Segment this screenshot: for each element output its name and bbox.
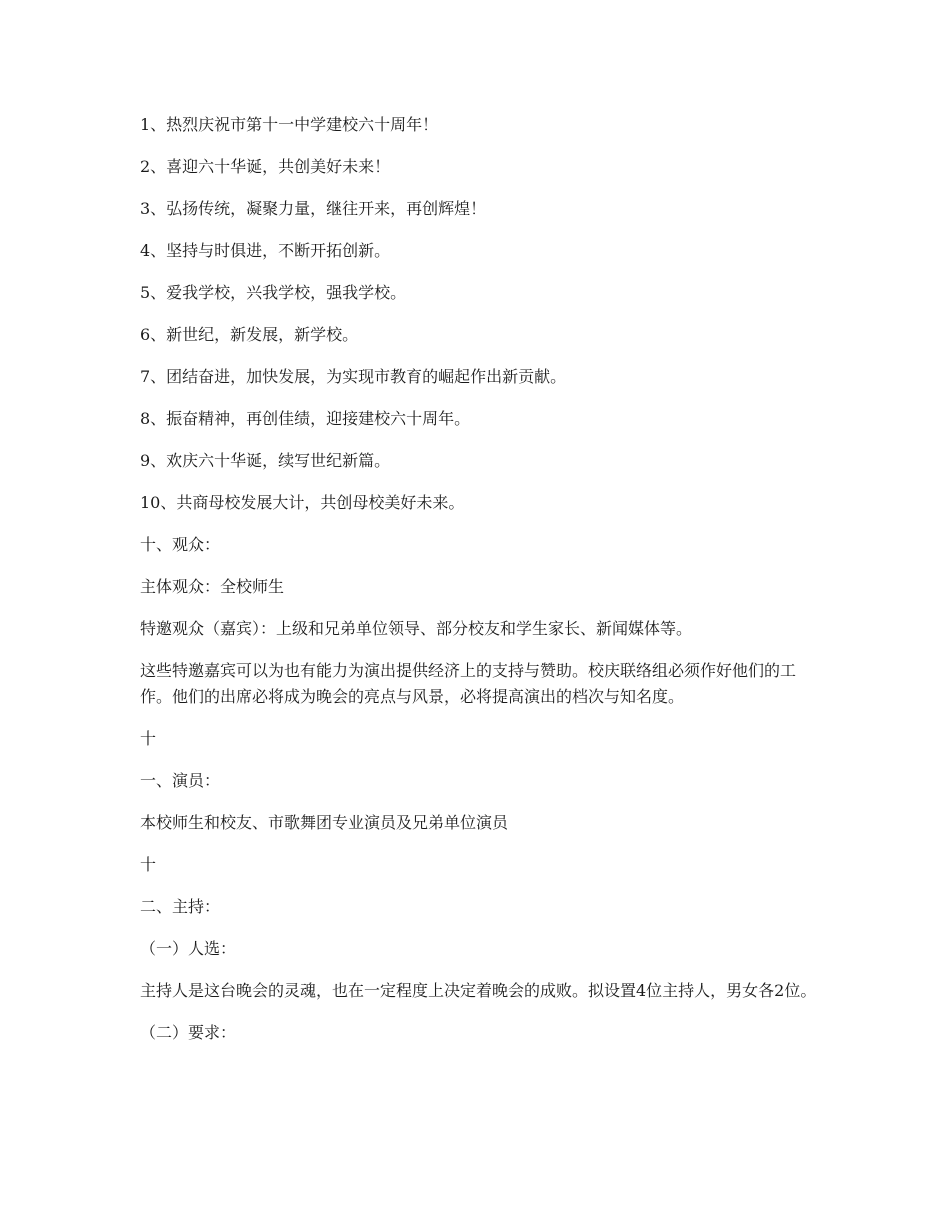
host-description: 主持人是这台晚会的灵魂，也在一定程度上决定着晚会的成败。拟设置4位主持人，男女各2位。: [140, 981, 817, 1000]
slogan-8: 8、振奋精神，再创佳绩，迎接建校六十周年。: [140, 409, 471, 428]
main-audience: 主体观众：全校师生: [140, 577, 285, 596]
section-number-fragment: 十: [140, 729, 157, 748]
slogan-4: 4、坚持与时俱进，不断开拓创新。: [140, 241, 391, 260]
section-number-fragment: 十: [140, 855, 157, 874]
slogan-6: 6、新世纪，新发展，新学校。: [140, 325, 359, 344]
subheading-requirements: （二）要求：: [140, 1023, 237, 1042]
invited-audience: 特邀观众（嘉宾）：上级和兄弟单位领导、部分校友和学生家长、新闻媒体等。: [140, 619, 693, 638]
slogan-3: 3、弘扬传统，凝聚力量，继往开来，再创辉煌！: [140, 199, 487, 218]
slogan-7: 7、团结奋进，加快发展，为实现市教育的崛起作出新贡献。: [140, 367, 567, 386]
slogan-2: 2、喜迎六十华诞，共创美好未来！: [140, 157, 391, 176]
slogan-10: 10、共商母校发展大计，共创母校美好未来。: [140, 493, 465, 512]
slogan-9: 9、欢庆六十华诞，续写世纪新篇。: [140, 451, 391, 470]
slogan-5: 5、爱我学校，兴我学校，强我学校。: [140, 283, 407, 302]
section-heading-host: 二、主持：: [140, 897, 221, 916]
slogan-1: 1、热烈庆祝市第十一中学建校六十周年！: [140, 115, 439, 134]
invited-guests-note: 这些特邀嘉宾可以为也有能力为演出提供经济上的支持与赞助。校庆联络组必须作好他们的工作。他们的出席必将成为晚会的亮点与风景，必将提高演出的档次与知名度。: [140, 661, 797, 706]
document-body: [140, 112, 820, 1062]
performers-list: 本校师生和校友、市歌舞团专业演员及兄弟单位演员: [140, 813, 509, 832]
subheading-candidates: （一）人选：: [140, 939, 237, 958]
section-heading-audience: 十、观众：: [140, 535, 221, 554]
section-heading-performers: 一、演员：: [140, 771, 221, 790]
